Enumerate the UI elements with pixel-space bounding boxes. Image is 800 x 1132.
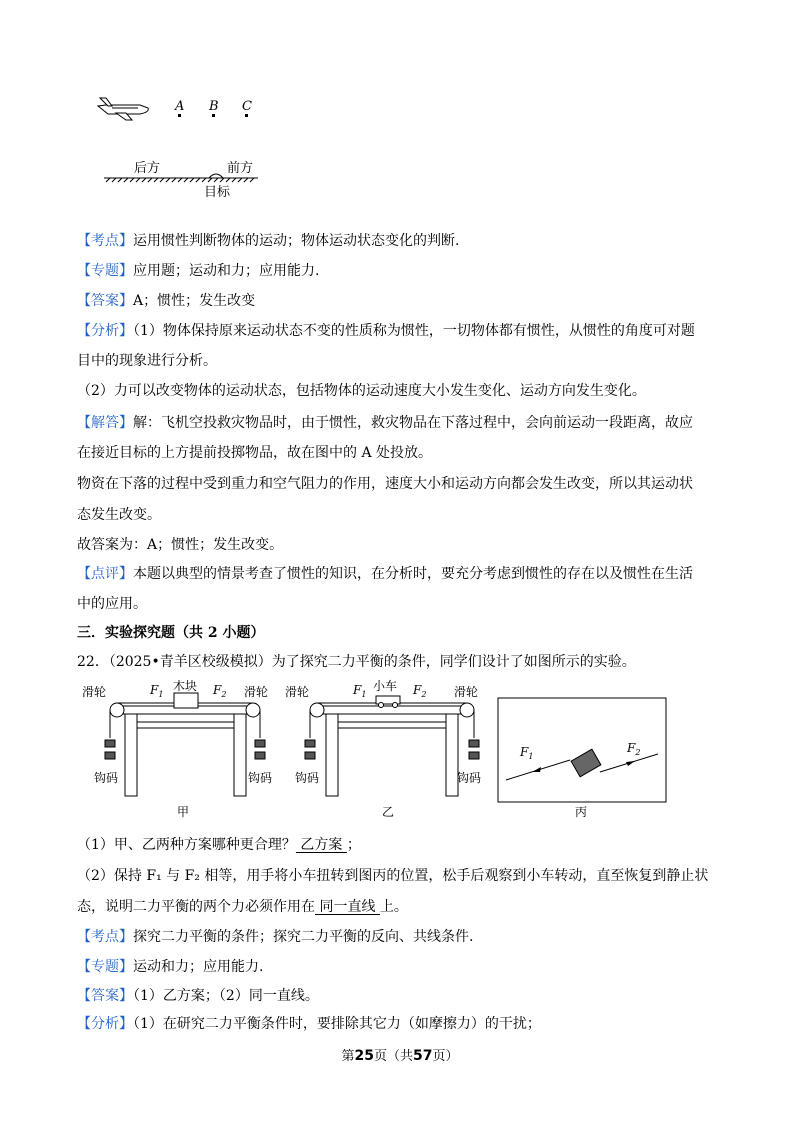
- q22-sub1-prefix: （1）甲、乙两种方案哪种更合理？: [77, 837, 296, 853]
- q22-sub2-suffix: 上。: [379, 899, 408, 915]
- yi-table-leg-left: [326, 714, 338, 796]
- yi-cart-wheel-right: [393, 703, 398, 708]
- section-heading: 三．实验探究题（共 2 小题）: [77, 625, 265, 641]
- q22-sub2-b: [77, 896, 737, 918]
- yi-pulley-left-label: 滑轮: [285, 685, 310, 699]
- jia-f1-label: $F_1$: [150, 683, 164, 699]
- ground-line: [104, 178, 258, 182]
- footer-page-number: 25: [354, 1048, 374, 1064]
- back-label: 后方: [134, 161, 161, 176]
- figure-bing: [498, 698, 666, 819]
- bing-caption: 丙: [575, 805, 588, 819]
- jia-caption: 甲: [177, 805, 190, 819]
- q22-number: 22．: [77, 654, 109, 670]
- bing-f2-label: $F_2$: [627, 741, 641, 757]
- point-b-dot: [212, 114, 215, 117]
- q22-zhuanti-text: 运动和力；应用能力.: [133, 959, 264, 975]
- q21-zhuanti: [77, 260, 737, 282]
- jia-pulley-right-label: 滑轮: [244, 685, 269, 699]
- dianping-tag: 【点评】: [77, 566, 133, 582]
- q22-daan-text: （1）乙方案；（2）同一直线。: [133, 988, 319, 1004]
- jia-hook-weights-left: [105, 740, 115, 759]
- point-b-label: B: [209, 99, 219, 114]
- q21-jieda-2a: 物资在下落的过程中受到重力和空气阻力的作用，速度大小和运动方向都会发生改变，所以其运动状: [77, 476, 693, 492]
- airplane-drop-figure: [92, 90, 272, 205]
- kaodian-text: 运用惯性判断物体的运动；物体运动状态变化的判断.: [133, 233, 460, 249]
- jia-block-label: 木块: [173, 679, 198, 693]
- zhuanti-tag: 【专题】: [77, 263, 133, 279]
- point-a-dot: [178, 114, 181, 117]
- q22-kaodian-tag: 【考点】: [77, 929, 133, 945]
- q22-sub2-prefix: 态，说明二力平衡的两个力必须作用在: [77, 899, 315, 915]
- yi-table-rail: [338, 722, 446, 728]
- jia-pulley-left: [110, 703, 124, 717]
- fenxi-text-1a: （1）物体保持原来运动状态不变的性质称为惯性，一切物体都有惯性，从惯性的角度可对题: [133, 323, 695, 339]
- footer-total-pages: 57: [413, 1048, 433, 1064]
- jia-hook-weights-right: [255, 740, 265, 759]
- q22-sub1-answer: 乙方案: [295, 837, 347, 853]
- jia-hooks-left-label: 钩码: [94, 771, 119, 785]
- target-label: 目标: [204, 185, 231, 200]
- q21-fenxi-2: （2）力可以改变物体的运动状态，包括物体的运动速度大小发生变化、运动方向发生变化。: [77, 383, 646, 399]
- jia-pulley-right: [246, 703, 260, 717]
- q22-daan-tag: 【答案】: [77, 988, 133, 1004]
- q21-jieda-1a: [77, 412, 737, 434]
- yi-hooks-left-label: 钩码: [295, 771, 320, 785]
- q22-fenxi-text: （1）在研究二力平衡条件时，要排除其它力（如摩擦力）的干扰；: [133, 1016, 541, 1032]
- point-c-dot: [245, 114, 248, 117]
- yi-f1-label: $F_1$: [353, 683, 367, 699]
- q21-jieda-3: 故答案为：A；惯性；发生改变。: [77, 537, 284, 553]
- zhuanti-text: 应用题；运动和力；应用能力.: [133, 263, 320, 279]
- q22-kaodian-text: 探究二力平衡的条件；探究二力平衡的反向、共线条件.: [133, 929, 474, 945]
- figure-yi: [285, 679, 481, 819]
- q21-dianping-a: [77, 563, 737, 585]
- yi-hook-weights-left: [305, 740, 315, 759]
- q22-sub2-answer: 同一直线: [315, 899, 380, 915]
- q22-daan: [77, 985, 737, 1007]
- yi-hook-weights-right: [469, 740, 479, 759]
- jia-table-leg-left: [125, 714, 137, 796]
- footer-mid: 页（共: [373, 1049, 413, 1064]
- q21-fenxi-1b: 目中的现象进行分析。: [77, 353, 217, 369]
- jia-f2-label: $F_2$: [213, 683, 227, 699]
- q22-sub2-a: （2）保持 F₁ 与 F₂ 相等，用手将小车扭转到图丙的位置，松手后观察到小车转动，直至恢复到静止状: [77, 868, 709, 884]
- q22-zhuanti-tag: 【专题】: [77, 959, 133, 975]
- jia-pulley-left-label: 滑轮: [82, 685, 107, 699]
- point-c-label: C: [242, 99, 252, 114]
- jia-hooks-right-label: 钩码: [248, 771, 273, 785]
- jia-wood-block: [174, 693, 198, 708]
- q21-kaodian: [77, 230, 737, 252]
- q21-dianping-b: 中的应用。: [77, 596, 147, 612]
- front-label: 前方: [227, 161, 254, 176]
- q21-jieda-1b: 在接近目标的上方提前投掷物品，故在图中的 A 处投放。: [77, 445, 433, 461]
- fenxi-tag: 【分析】: [77, 323, 133, 339]
- q21-daan: [77, 290, 737, 312]
- target-mark: [209, 174, 223, 178]
- bing-f1-label: $F_1$: [520, 745, 534, 761]
- point-a-label: A: [175, 99, 185, 114]
- jieda-tag: 【解答】: [77, 415, 133, 431]
- daan-tag: 【答案】: [77, 293, 133, 309]
- footer-pre: 第: [341, 1049, 355, 1064]
- yi-cart-label: 小车: [373, 679, 398, 693]
- q22-fenxi: [77, 1013, 737, 1035]
- q22-sub1: [77, 834, 737, 856]
- q22-stem-text: （2025•青羊区校级模拟）为了探究二力平衡的条件，同学们设计了如图所示的实验。: [108, 654, 636, 670]
- experiment-figures: [80, 676, 680, 824]
- jia-table-rail: [137, 722, 234, 728]
- q22-zhuanti: [77, 956, 737, 978]
- daan-text: A；惯性；发生改变: [133, 293, 256, 309]
- yi-f2-label: $F_2$: [413, 683, 427, 699]
- yi-pulley-right: [460, 703, 474, 717]
- q22-fenxi-tag: 【分析】: [77, 1016, 133, 1032]
- jia-table-leg-right: [234, 714, 246, 796]
- yi-table-top: [318, 706, 466, 714]
- kaodian-tag: 【考点】: [77, 233, 133, 249]
- page-footer: [0, 1045, 800, 1064]
- yi-cart-wheel-left: [379, 703, 384, 708]
- yi-pulley-right-label: 滑轮: [454, 685, 479, 699]
- figure-jia: [82, 678, 272, 819]
- q22-sub1-suffix: ；: [346, 837, 361, 853]
- footer-post: 页）: [432, 1049, 459, 1064]
- dianping-text-a: 本题以典型的情景考查了惯性的知识，在分析时，要充分考虑到惯性的存在以及惯性在生活: [133, 566, 693, 582]
- q22-kaodian: [77, 926, 737, 948]
- q22-stem: [77, 651, 737, 673]
- q21-fenxi-1a: [77, 320, 737, 342]
- yi-caption: 乙: [382, 805, 395, 819]
- q21-jieda-2b: 态发生改变。: [77, 507, 161, 523]
- yi-pulley-left: [310, 703, 324, 717]
- airplane-icon: [98, 98, 148, 120]
- yi-hooks-right-label: 钩码: [457, 771, 482, 785]
- jieda-text-1a: 解：飞机空投救灾物品时，由于惯性，救灾物品在下落过程中，会向前运动一段距离，故应: [133, 415, 693, 431]
